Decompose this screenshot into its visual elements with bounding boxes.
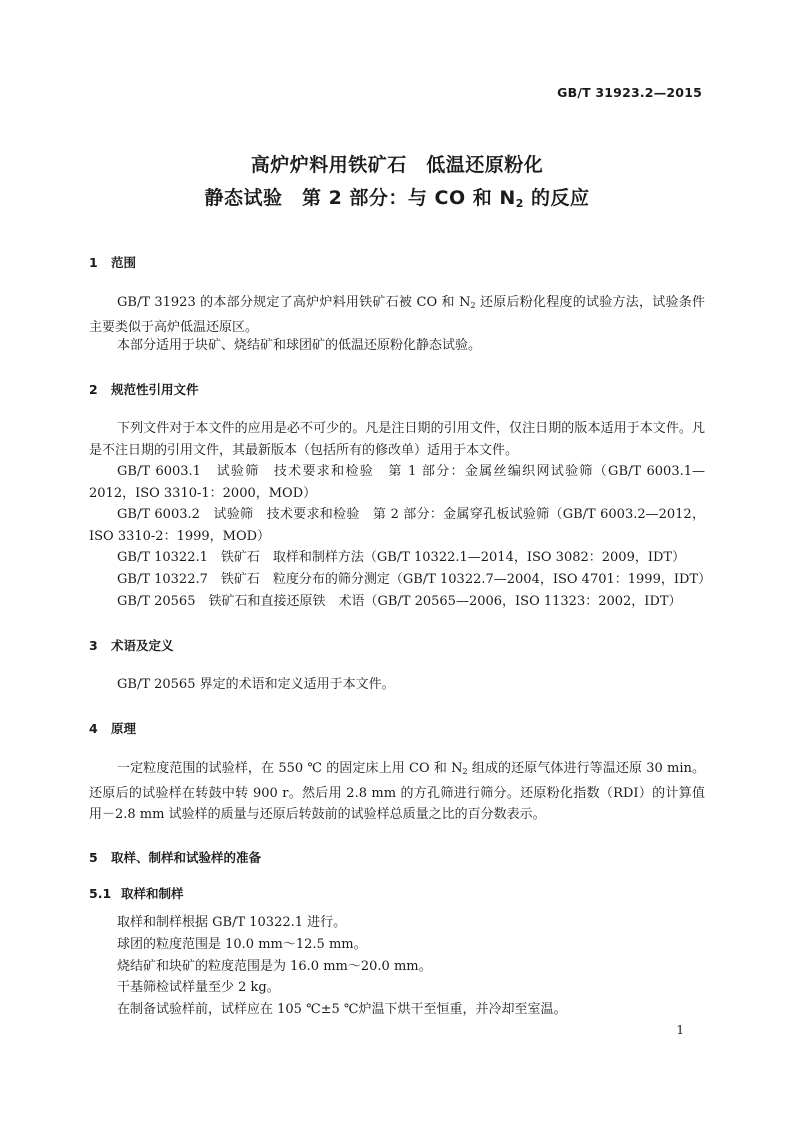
section-number: 5 [89, 850, 98, 865]
section-2-intro: 下列文件对于本文件的应用是必不可少的。凡是注日期的引用文件，仅注日期的版本适用于本文件。凡是不注日期的引用文件，其最新版本（包括所有的修改单）适用于本文件。 [89, 421, 705, 458]
section-5-1-line: 烧结矿和块矿的粒度范围是为 16.0 mm～20.0 mm。 [117, 959, 432, 974]
section-3-paragraph-1: GB/T 20565 界定的术语和定义适用于本文件。 [117, 677, 395, 692]
page-number: 1 [676, 1023, 684, 1037]
section-title: 规范性引用文件 [111, 382, 199, 397]
section-number: 4 [89, 721, 98, 736]
section-5-1-line: 取样和制样根据 GB/T 10322.1 进行。 [117, 915, 347, 930]
section-title: 术语及定义 [111, 638, 174, 653]
section-title: 范围 [111, 255, 137, 270]
text-run: 还原后粉化程度的试验方法，试验条件主要类似于高炉低温还原区。 [89, 295, 705, 335]
text-run: 组成的还原气体进行等温还原 30 min。还原后的试验样在转鼓中转 900 r。然后用 2.8 mm 的方孔筛进行筛分。还原粉化指数（RDI）的计算值用－2.8 mm 试验样的质量与还原后转鼓前的试验样总质量之比的百分数表示。 [89, 761, 705, 822]
reference-item: GB/T 6003.1 试验筛 技术要求和检验 第 1 部分：金属丝编织网试验筛（GB/T 6003.1—2012，ISO 3310-1：2000，MOD） [89, 464, 705, 501]
section-5-1-heading [89, 884, 184, 902]
section-number: 5.1 [89, 886, 112, 901]
text-run: GB/T 31923 的本部分规定了高炉炉料用铁矿石被 CO 和 N [117, 295, 471, 310]
title-subscript: 2 [515, 197, 524, 210]
text-run: 一定粒度范围的试验样，在 550 ℃ 的固定床上用 CO 和 N [117, 761, 463, 776]
section-title: 取样和制样 [121, 886, 184, 901]
section-1-heading [89, 253, 136, 271]
section-4-paragraph-1 [89, 758, 705, 826]
section-number: 2 [89, 382, 98, 397]
section-title: 取样、制样和试验样的准备 [111, 850, 262, 865]
section-1-paragraph-1 [89, 292, 705, 338]
section-5-1-line: 在制备试验样前，试样应在 105 ℃±5 ℃炉温下烘干至恒重，并冷却至室温。 [117, 1002, 567, 1017]
section-2-heading [89, 380, 199, 398]
section-5-1-line: 干基筛检试样量至少 2 kg。 [117, 980, 280, 995]
standard-code: GB/T 31923.2—2015 [557, 85, 702, 100]
section-3-heading [89, 636, 174, 654]
section-1-paragraph-2: 本部分适用于块矿、烧结矿和球团矿的低温还原粉化静态试验。 [117, 338, 482, 353]
section-number: 1 [89, 255, 98, 270]
section-title: 原理 [111, 721, 137, 736]
section-5-1-line: 球团的粒度范围是 10.0 mm～12.5 mm。 [117, 937, 367, 952]
document-title-line-2 [0, 183, 794, 210]
title-line-2-part-a: 静态试验 第 2 部分：与 CO 和 N [204, 187, 516, 209]
title-line-2-part-b: 的反应 [523, 187, 590, 209]
section-5-heading [89, 848, 261, 866]
subscript: 2 [462, 767, 468, 776]
section-number: 3 [89, 638, 98, 653]
subscript: 2 [470, 301, 476, 310]
section-4-heading [89, 719, 136, 737]
document-title-line-1: 高炉炉料用铁矿石 低温还原粉化 [250, 154, 544, 176]
reference-item: GB/T 6003.2 试验筛 技术要求和检验 第 2 部分：金属穿孔板试验筛（GB/T 6003.2—2012，ISO 3310-2：1999，MOD） [89, 507, 705, 544]
reference-item: GB/T 10322.7 铁矿石 粒度分布的筛分测定（GB/T 10322.7—2004，ISO 4701：1999，IDT） [117, 572, 712, 587]
reference-item: GB/T 20565 铁矿石和直接还原铁 术语（GB/T 20565—2006，ISO 11323：2002，IDT） [117, 594, 682, 609]
reference-item: GB/T 10322.1 铁矿石 取样和制样方法（GB/T 10322.1—2014，ISO 3082：2009，IDT） [117, 550, 686, 565]
